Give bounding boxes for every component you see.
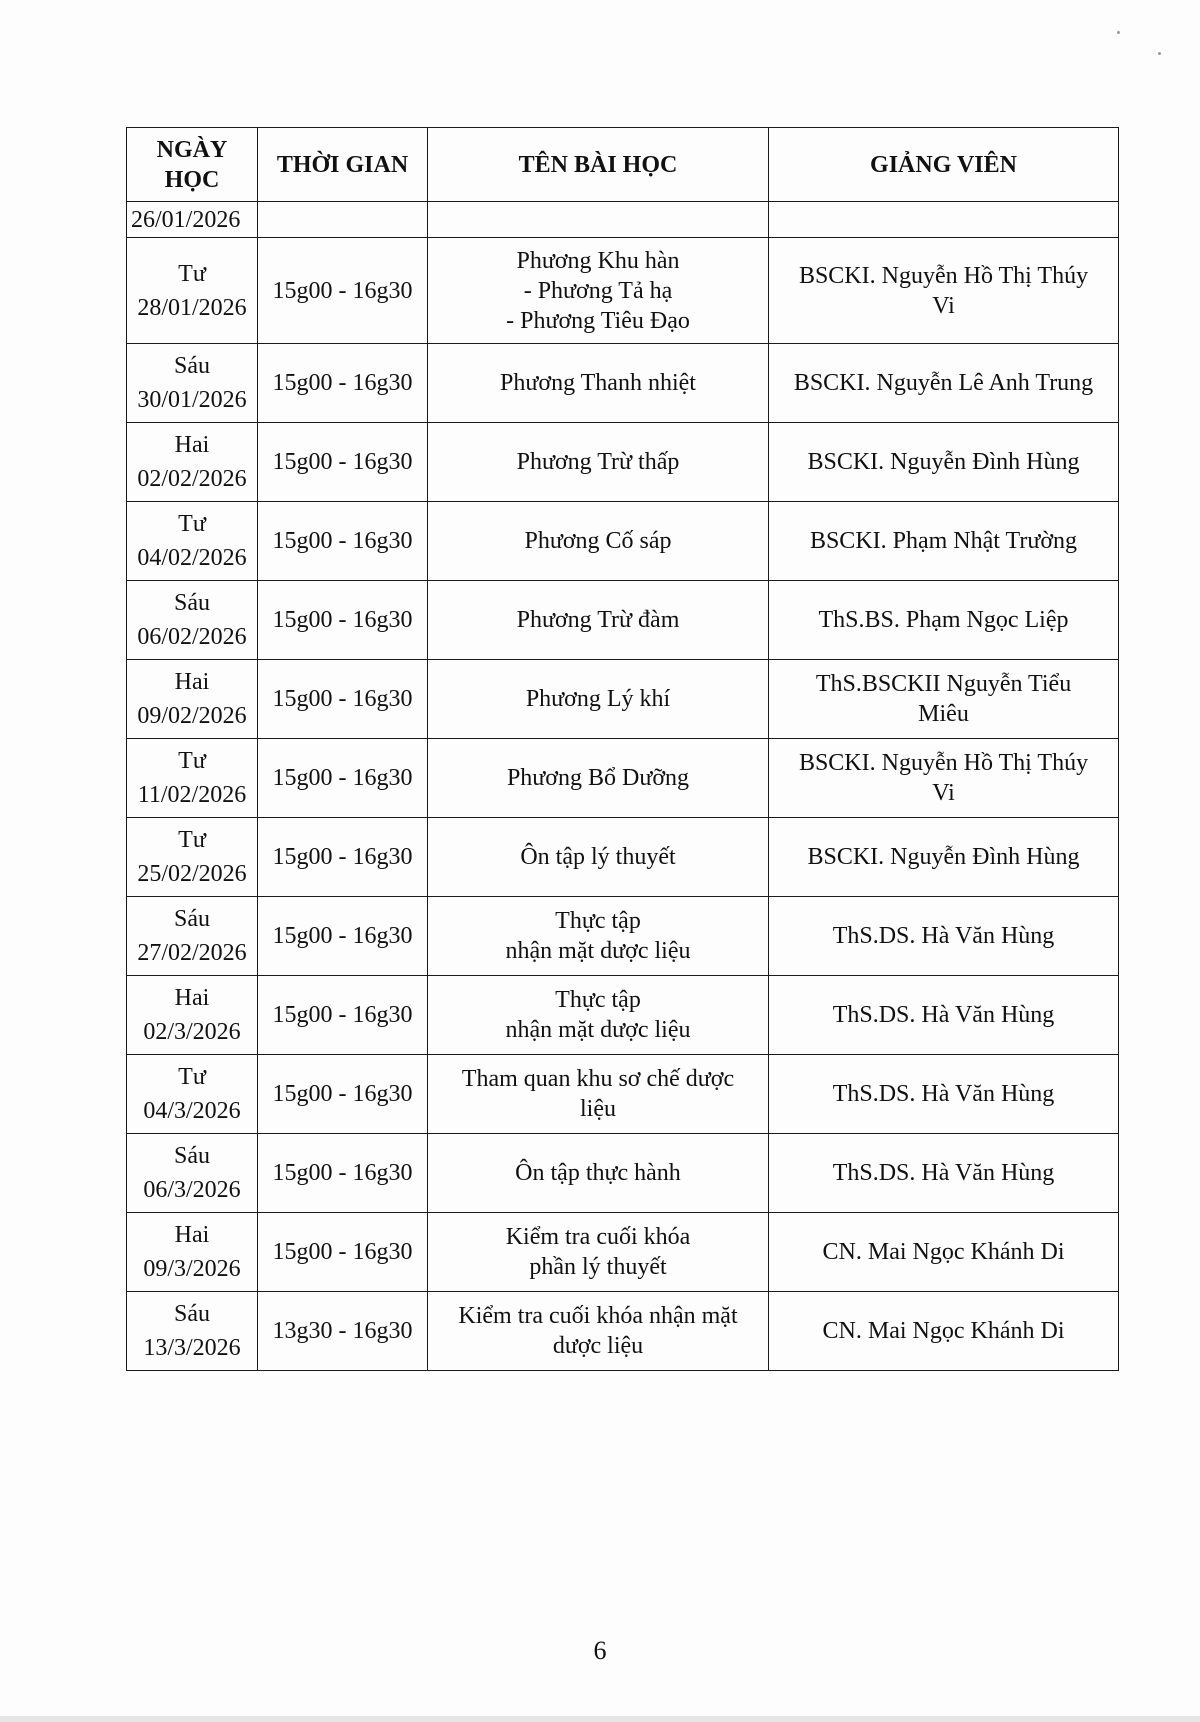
table-row [127, 739, 1119, 818]
teacher-line: Vi [932, 780, 955, 806]
date-cell [127, 1134, 258, 1213]
teacher-line: ThS.DS. Hà Văn Hùng [832, 923, 1055, 949]
time-cell: 15g00 - 16g30 [258, 1213, 428, 1292]
lesson-cell [428, 1292, 769, 1371]
lesson-line: nhận mặt dược liệu [505, 1017, 691, 1043]
table-row [127, 423, 1119, 502]
weekday-label: Hai [174, 1222, 210, 1248]
table-row [127, 202, 1119, 238]
table-row [127, 581, 1119, 660]
teacher-line: Vi [932, 292, 955, 319]
date-wrap [131, 586, 253, 654]
date-cell [127, 238, 258, 344]
table-row [127, 1292, 1119, 1371]
teacher-line: BSCKI. Nguyễn Đình Hùng [807, 844, 1080, 870]
time-cell: 15g00 - 16g30 [258, 1055, 428, 1134]
lesson-line: liệu [580, 1096, 616, 1122]
date-cell [127, 581, 258, 660]
table-row [127, 897, 1119, 976]
lesson-line: Thực tập [555, 987, 641, 1013]
date-label: 11/02/2026 [137, 782, 247, 808]
teacher-line: ThS.DS. Hà Văn Hùng [832, 1002, 1055, 1028]
lesson-cell [428, 344, 769, 423]
date-cell [127, 344, 258, 423]
teacher-cell [769, 660, 1119, 739]
date-label: 09/02/2026 [137, 703, 247, 729]
teacher-line: CN. Mai Ngọc Khánh Di [822, 1318, 1065, 1344]
lesson-cell [428, 502, 769, 581]
lesson-line: Thực tập [555, 908, 641, 934]
time-cell: 15g00 - 16g30 [258, 897, 428, 976]
lesson-line: nhận mặt dược liệu [505, 938, 691, 964]
teacher-cell [769, 1134, 1119, 1213]
weekday-label: Sáu [174, 1143, 210, 1169]
lesson-cell [428, 897, 769, 976]
date-wrap [131, 1297, 253, 1365]
date-label: 02/3/2026 [143, 1019, 241, 1045]
date-wrap [131, 1060, 253, 1128]
table-body [127, 202, 1119, 1371]
teacher-line: ThS.BSCKII Nguyễn Tiểu [815, 671, 1072, 697]
header-date-line2: HỌC [164, 166, 220, 193]
lesson-cell [428, 976, 769, 1055]
teacher-cell [769, 344, 1119, 423]
lesson-line: Phương Thanh nhiệt [500, 370, 696, 396]
header-lesson: TÊN BÀI HỌC [428, 128, 769, 202]
weekday-label: Sáu [174, 906, 210, 932]
weekday-label: Hai [174, 985, 210, 1011]
date-cell [127, 739, 258, 818]
time-cell: 15g00 - 16g30 [258, 423, 428, 502]
weekday-label: Sáu [174, 353, 210, 379]
weekday-label: Tư [178, 511, 206, 537]
lesson-line: Ôn tập thực hành [515, 1160, 681, 1186]
date-label: 09/3/2026 [143, 1256, 241, 1282]
scan-edge [0, 1716, 1200, 1722]
table-row [127, 238, 1119, 344]
teacher-cell [769, 502, 1119, 581]
time-cell: 15g00 - 16g30 [258, 344, 428, 423]
date-wrap [131, 507, 253, 575]
table-row [127, 1134, 1119, 1213]
lesson-cell [428, 660, 769, 739]
lesson-line: Kiểm tra cuối khóa nhận mặt [458, 1303, 738, 1329]
date-wrap [131, 1139, 253, 1207]
page-number: 6 [593, 1636, 607, 1665]
date-cell [127, 897, 258, 976]
table-row [127, 1213, 1119, 1292]
date-cell [127, 818, 258, 897]
date-wrap [131, 823, 253, 891]
lesson-line: Phương Lý khí [525, 686, 671, 712]
lesson-line: Phương Trừ thấp [516, 449, 680, 475]
lesson-cell [428, 1134, 769, 1213]
weekday-label: Tư [178, 748, 206, 774]
date-label: 13/3/2026 [143, 1335, 241, 1361]
time-cell: 15g00 - 16g30 [258, 502, 428, 581]
weekday-label: Tư [178, 1064, 206, 1090]
scan-speck [1158, 52, 1161, 55]
teacher-line: ThS.DS. Hà Văn Hùng [832, 1081, 1055, 1107]
lesson-line: Phương Khu hàn [516, 247, 680, 274]
date-wrap [131, 981, 253, 1049]
date-label: 30/01/2026 [137, 387, 247, 413]
lesson-line: Phương Bổ Dưỡng [506, 765, 690, 791]
teacher-line: BSCKI. Nguyễn Đình Hùng [807, 449, 1080, 475]
date-wrap [131, 428, 253, 496]
date-wrap [131, 744, 253, 812]
date-wrap [131, 1218, 253, 1286]
lesson-line: Tham quan khu sơ chế dược [461, 1066, 735, 1092]
teacher-line: BSCKI. Nguyễn Hồ Thị Thúy [798, 262, 1089, 289]
date-wrap [131, 665, 253, 733]
date-label: 28/01/2026 [137, 294, 247, 321]
time-cell: 13g30 - 16g30 [258, 1292, 428, 1371]
lesson-line: phần lý thuyết [529, 1254, 667, 1280]
weekday-label: Sáu [174, 1301, 210, 1327]
date-label: 25/02/2026 [137, 861, 247, 887]
teacher-line: ThS.DS. Hà Văn Hùng [832, 1160, 1055, 1186]
time-cell: 15g00 - 16g30 [258, 238, 428, 344]
schedule-table [126, 127, 1119, 1371]
time-cell: 15g00 - 16g30 [258, 976, 428, 1055]
teacher-line: Miêu [918, 701, 969, 727]
time-cell: 15g00 - 16g30 [258, 660, 428, 739]
teacher-cell [769, 423, 1119, 502]
lesson-line: Ôn tập lý thuyết [520, 844, 676, 870]
table-row [127, 818, 1119, 897]
header-time: THỜI GIAN [258, 128, 428, 202]
date-label: 06/3/2026 [143, 1177, 241, 1203]
date-label: 02/02/2026 [137, 466, 247, 492]
lesson-cell [428, 818, 769, 897]
date-cell: 26/01/2026 [127, 202, 258, 238]
teacher-line: BSCKI. Phạm Nhật Trường [809, 528, 1078, 554]
lesson-line: Phương Cố sáp [524, 528, 672, 554]
lesson-cell [428, 739, 769, 818]
scan-speck [1117, 31, 1120, 34]
lesson-line: - Phương Tả hạ [523, 277, 673, 304]
teacher-cell [769, 976, 1119, 1055]
date-wrap [131, 257, 253, 325]
time-cell: 15g00 - 16g30 [258, 1134, 428, 1213]
header-date-line1: NGÀY [156, 136, 228, 163]
teacher-cell [769, 202, 1119, 238]
table-row [127, 1055, 1119, 1134]
weekday-label: Sáu [174, 590, 210, 616]
date-cell [127, 1055, 258, 1134]
weekday-label: Hai [174, 669, 210, 695]
date-wrap [131, 902, 253, 970]
table-header-row [127, 128, 1119, 202]
weekday-label: Hai [174, 432, 210, 458]
time-cell [258, 202, 428, 238]
table-row [127, 660, 1119, 739]
teacher-cell [769, 1055, 1119, 1134]
date-wrap [131, 349, 253, 417]
lesson-cell [428, 202, 769, 238]
date-label: 06/02/2026 [137, 624, 247, 650]
table-row [127, 976, 1119, 1055]
lesson-line: Phương Trừ đàm [516, 607, 680, 633]
teacher-line: CN. Mai Ngọc Khánh Di [822, 1239, 1065, 1265]
lesson-cell [428, 238, 769, 344]
teacher-line: BSCKI. Nguyễn Hồ Thị Thúy [798, 750, 1089, 776]
teacher-cell [769, 1292, 1119, 1371]
date-cell [127, 1213, 258, 1292]
date-label: 27/02/2026 [137, 940, 247, 966]
weekday-label: Tư [178, 260, 206, 287]
date-cell [127, 502, 258, 581]
date-cell [127, 423, 258, 502]
lesson-line: Kiểm tra cuối khóa [505, 1224, 691, 1250]
date-label: 04/3/2026 [143, 1098, 241, 1124]
time-cell: 15g00 - 16g30 [258, 581, 428, 660]
time-cell: 15g00 - 16g30 [258, 818, 428, 897]
teacher-cell [769, 897, 1119, 976]
lesson-cell [428, 423, 769, 502]
lesson-cell [428, 581, 769, 660]
teacher-line: ThS.BS. Phạm Ngọc Liệp [818, 607, 1069, 633]
teacher-cell [769, 818, 1119, 897]
teacher-cell [769, 581, 1119, 660]
time-cell: 15g00 - 16g30 [258, 739, 428, 818]
header-date [127, 128, 258, 202]
date-cell [127, 976, 258, 1055]
table-row [127, 502, 1119, 581]
date-cell [127, 1292, 258, 1371]
date-label: 04/02/2026 [137, 545, 247, 571]
lesson-cell [428, 1213, 769, 1292]
lesson-line: - Phương Tiêu Đạo [506, 307, 690, 334]
date-cell [127, 660, 258, 739]
teacher-cell [769, 238, 1119, 344]
teacher-cell [769, 1213, 1119, 1292]
table-row [127, 344, 1119, 423]
weekday-label: Tư [178, 827, 206, 853]
lesson-cell [428, 1055, 769, 1134]
teacher-line: BSCKI. Nguyễn Lê Anh Trung [793, 370, 1094, 396]
header-teacher: GIẢNG VIÊN [769, 128, 1119, 202]
teacher-cell [769, 739, 1119, 818]
lesson-line: dược liệu [552, 1333, 644, 1359]
